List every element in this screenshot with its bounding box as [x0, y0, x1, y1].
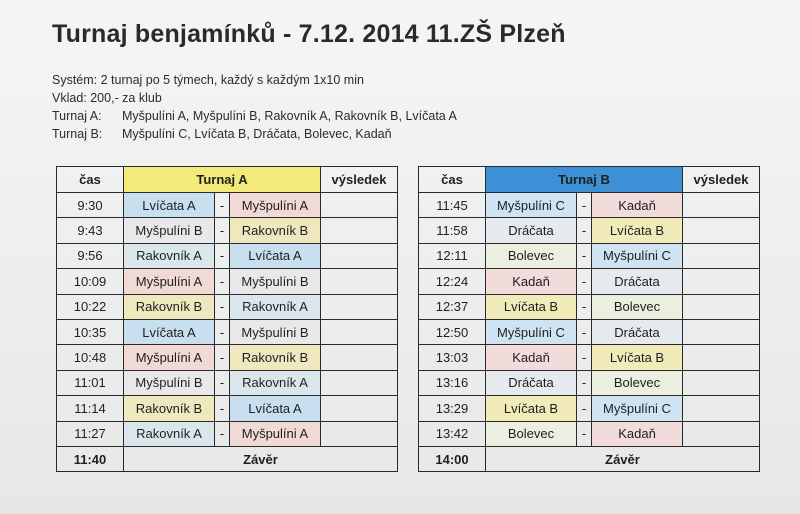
- vs-separator: -: [577, 294, 592, 319]
- match-time: 11:58: [419, 218, 486, 243]
- match-row: [57, 218, 398, 243]
- match-time: 12:11: [419, 243, 486, 268]
- vs-separator: -: [577, 370, 592, 395]
- result-cell: [683, 370, 760, 395]
- vs-separator: -: [577, 269, 592, 294]
- home-team: Lvíčata B: [486, 396, 577, 421]
- schedule-table-a: [56, 166, 398, 472]
- vs-separator: -: [215, 218, 230, 243]
- match-time: 13:16: [419, 370, 486, 395]
- home-team: Myšpulíni B: [124, 370, 215, 395]
- group-a-label: Turnaj A:: [52, 109, 102, 123]
- home-team: Rakovník A: [124, 243, 215, 268]
- vs-separator: -: [215, 243, 230, 268]
- group-a-teams: Myšpulíni A, Myšpulíni B, Rakovník A, Rakovník B, Lvíčata A: [122, 109, 457, 123]
- home-team: Kadaň: [486, 269, 577, 294]
- closing-time: 11:40: [57, 446, 124, 471]
- vs-separator: -: [577, 421, 592, 446]
- match-time: 13:29: [419, 396, 486, 421]
- match-row: [419, 294, 760, 319]
- home-team: Myšpulíni A: [124, 269, 215, 294]
- match-row: [419, 396, 760, 421]
- vs-separator: -: [577, 396, 592, 421]
- result-cell: [683, 421, 760, 446]
- vs-separator: -: [215, 345, 230, 370]
- match-time: 11:45: [419, 193, 486, 218]
- away-team: Rakovník B: [230, 218, 321, 243]
- home-team: Dráčata: [486, 218, 577, 243]
- group-name-header: Turnaj B: [486, 167, 683, 193]
- home-team: Myšpulíni C: [486, 319, 577, 344]
- home-team: Myšpulíni B: [124, 218, 215, 243]
- result-cell: [321, 193, 398, 218]
- result-cell: [321, 243, 398, 268]
- vs-separator: -: [215, 294, 230, 319]
- group-name-header: Turnaj A: [124, 167, 321, 193]
- vs-separator: -: [215, 370, 230, 395]
- away-team: Rakovník B: [230, 345, 321, 370]
- group-b-teams: Myšpulíni C, Lvíčata B, Dráčata, Bolevec, Kadaň: [122, 127, 392, 141]
- group-b-line: [52, 125, 457, 143]
- match-time: 9:43: [57, 218, 124, 243]
- vs-separator: -: [215, 421, 230, 446]
- page-title: Turnaj benjamínků - 7.12. 2014 11.ZŠ Plzeň: [52, 20, 566, 48]
- deposit-line: Vklad: 200,- za klub: [52, 91, 162, 105]
- match-row: [419, 193, 760, 218]
- result-cell: [321, 370, 398, 395]
- vs-separator: -: [577, 218, 592, 243]
- closing-time: 14:00: [419, 446, 486, 471]
- away-team: Dráčata: [592, 269, 683, 294]
- match-time: 10:22: [57, 294, 124, 319]
- away-team: Bolevec: [592, 294, 683, 319]
- match-row: [57, 243, 398, 268]
- away-team: Lvíčata B: [592, 218, 683, 243]
- closing-label: Závěr: [124, 446, 398, 471]
- result-cell: [683, 269, 760, 294]
- match-row: [419, 269, 760, 294]
- match-row: [57, 370, 398, 395]
- away-team: Myšpulíni C: [592, 396, 683, 421]
- match-time: 10:35: [57, 319, 124, 344]
- result-cell: [321, 294, 398, 319]
- match-row: [419, 243, 760, 268]
- vs-separator: -: [577, 319, 592, 344]
- home-team: Dráčata: [486, 370, 577, 395]
- vs-separator: -: [215, 319, 230, 344]
- match-row: [419, 370, 760, 395]
- match-row: [57, 345, 398, 370]
- result-header: výsledek: [321, 167, 398, 193]
- away-team: Dráčata: [592, 319, 683, 344]
- match-row: [57, 319, 398, 344]
- match-time: 12:50: [419, 319, 486, 344]
- result-header: výsledek: [683, 167, 760, 193]
- result-cell: [321, 269, 398, 294]
- home-team: Rakovník B: [124, 294, 215, 319]
- home-team: Lvíčata A: [124, 319, 215, 344]
- away-team: Kadaň: [592, 421, 683, 446]
- time-header: čas: [57, 167, 124, 193]
- away-team: Myšpulíni A: [230, 193, 321, 218]
- away-team: Kadaň: [592, 193, 683, 218]
- away-team: Rakovník A: [230, 370, 321, 395]
- vs-separator: -: [577, 243, 592, 268]
- result-cell: [683, 345, 760, 370]
- result-cell: [321, 396, 398, 421]
- match-time: 11:27: [57, 421, 124, 446]
- result-cell: [683, 218, 760, 243]
- match-row: [57, 294, 398, 319]
- schedule-table-b: [418, 166, 760, 472]
- match-row: [57, 421, 398, 446]
- header-row: [57, 167, 398, 193]
- home-team: Rakovník B: [124, 396, 215, 421]
- match-time: 13:03: [419, 345, 486, 370]
- match-time: 10:48: [57, 345, 124, 370]
- away-team: Myšpulíni C: [592, 243, 683, 268]
- match-row: [57, 193, 398, 218]
- match-time: 13:42: [419, 421, 486, 446]
- home-team: Myšpulíni A: [124, 345, 215, 370]
- result-cell: [321, 421, 398, 446]
- footer-row: [419, 446, 760, 471]
- match-time: 10:09: [57, 269, 124, 294]
- result-cell: [683, 396, 760, 421]
- header-row: [419, 167, 760, 193]
- group-b-label: Turnaj B:: [52, 127, 103, 141]
- closing-label: Závěr: [486, 446, 760, 471]
- away-team: Myšpulíni B: [230, 269, 321, 294]
- home-team: Lvíčata A: [124, 193, 215, 218]
- vs-separator: -: [577, 193, 592, 218]
- time-header: čas: [419, 167, 486, 193]
- match-time: 11:01: [57, 370, 124, 395]
- away-team: Lvíčata B: [592, 345, 683, 370]
- away-team: Bolevec: [592, 370, 683, 395]
- match-time: 12:37: [419, 294, 486, 319]
- home-team: Myšpulíni C: [486, 193, 577, 218]
- match-row: [57, 269, 398, 294]
- match-time: 11:14: [57, 396, 124, 421]
- result-cell: [683, 193, 760, 218]
- home-team: Bolevec: [486, 421, 577, 446]
- result-cell: [321, 218, 398, 243]
- match-row: [419, 421, 760, 446]
- result-cell: [683, 319, 760, 344]
- result-cell: [683, 243, 760, 268]
- group-a-line: [52, 107, 457, 125]
- away-team: Lvíčata A: [230, 243, 321, 268]
- footer-row: [57, 446, 398, 471]
- match-row: [57, 396, 398, 421]
- match-time: 12:24: [419, 269, 486, 294]
- away-team: Myšpulíni A: [230, 421, 321, 446]
- match-time: 9:56: [57, 243, 124, 268]
- vs-separator: -: [215, 193, 230, 218]
- result-cell: [321, 345, 398, 370]
- match-row: [419, 218, 760, 243]
- away-team: Lvíčata A: [230, 396, 321, 421]
- home-team: Rakovník A: [124, 421, 215, 446]
- match-row: [419, 345, 760, 370]
- vs-separator: -: [215, 396, 230, 421]
- result-cell: [683, 294, 760, 319]
- vs-separator: -: [577, 345, 592, 370]
- tournament-info: [52, 71, 457, 143]
- vs-separator: -: [215, 269, 230, 294]
- away-team: Myšpulíni B: [230, 319, 321, 344]
- result-cell: [321, 319, 398, 344]
- home-team: Bolevec: [486, 243, 577, 268]
- away-team: Rakovník A: [230, 294, 321, 319]
- home-team: Kadaň: [486, 345, 577, 370]
- match-row: [419, 319, 760, 344]
- system-line: Systém: 2 turnaj po 5 týmech, každý s každým 1x10 min: [52, 73, 364, 87]
- match-time: 9:30: [57, 193, 124, 218]
- home-team: Lvíčata B: [486, 294, 577, 319]
